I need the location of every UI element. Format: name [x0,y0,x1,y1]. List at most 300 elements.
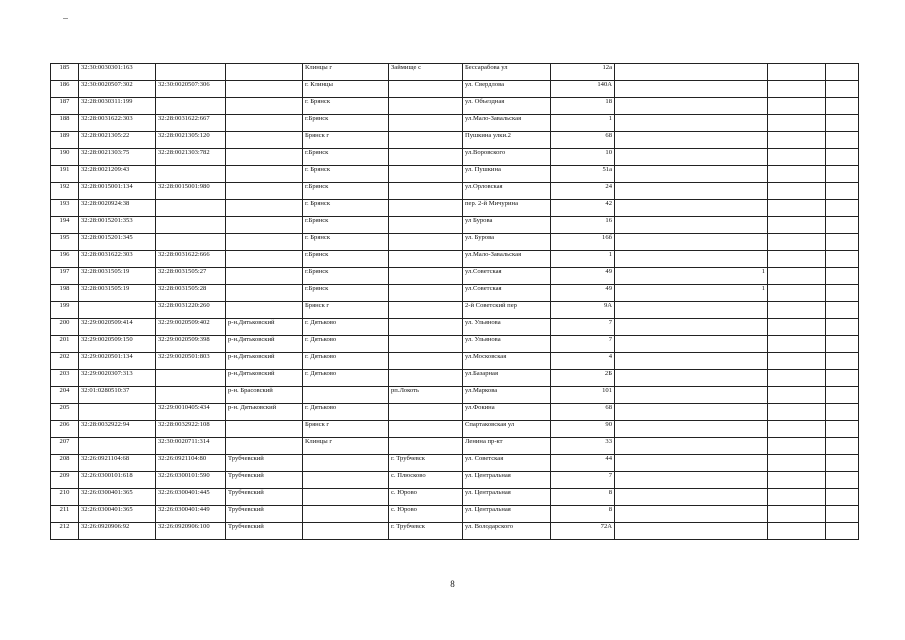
extra-cell-b [826,217,859,234]
cadastral-number-cell: 32:26:0921104:68 [79,455,156,472]
extra-cell-b [826,523,859,540]
row-number-cell: 206 [51,421,79,438]
street-cell: ул. Советская [463,455,551,472]
locality-cell: г.Брянск [303,285,389,302]
table-row [51,438,859,455]
house-number-cell: 16б [551,234,615,251]
locality-cell [303,455,389,472]
house-number-cell: 7 [551,319,615,336]
cadastral-number-cell: 32:29:0020307:313 [79,370,156,387]
settlement-cell [389,234,463,251]
locality-cell: г.Брянск [303,268,389,285]
street-cell: ул. Центральная [463,506,551,523]
building-cadastral-number-cell: 32:26:0300401:449 [156,506,226,523]
table-row [51,251,859,268]
extra-cell-b [826,302,859,319]
settlement-cell [389,370,463,387]
district-cell [226,234,303,251]
row-number-cell: 198 [51,285,79,302]
settlement-cell [389,421,463,438]
district-cell: р-н.Дятьковский [226,336,303,353]
extra-cell-b [826,506,859,523]
row-number-cell: 209 [51,472,79,489]
row-number-cell: 185 [51,64,79,81]
extra-cell-a [768,387,826,404]
locality-cell [303,489,389,506]
extra-cell-b [826,183,859,200]
cadastral-number-cell [79,302,156,319]
house-number-cell: 12а [551,64,615,81]
extra-cell-a [768,217,826,234]
district-cell [226,217,303,234]
district-cell [226,438,303,455]
extra-cell-a [768,489,826,506]
house-number-cell: 7 [551,472,615,489]
extra-cell-a [768,183,826,200]
district-cell [226,64,303,81]
extra-cell-a [768,370,826,387]
locality-cell: Брянск г [303,421,389,438]
cadastral-number-cell: 32:30:0030301:163 [79,64,156,81]
cadastral-number-cell: 32:28:0021305:22 [79,132,156,149]
cadastral-number-cell: 32:29:0020509:414 [79,319,156,336]
extra-cell-a [768,421,826,438]
row-number-cell: 201 [51,336,79,353]
building-cadastral-number-cell: 32:28:0021303:782 [156,149,226,166]
flag-cell [615,251,768,268]
extra-cell-a [768,404,826,421]
street-cell: ул.Мало-Завальская [463,251,551,268]
table-row [51,115,859,132]
extra-cell-a [768,472,826,489]
house-number-cell: 42 [551,200,615,217]
street-cell: ул. Свердлова [463,81,551,98]
house-number-cell: 44 [551,455,615,472]
extra-cell-a [768,200,826,217]
street-cell: пер. 2-й Мичурина [463,200,551,217]
property-registry-table [50,63,859,540]
locality-cell: г. Брянск [303,98,389,115]
row-number-cell: 191 [51,166,79,183]
extra-cell-b [826,166,859,183]
cadastral-number-cell: 32:28:0015001:134 [79,183,156,200]
locality-cell: Брянск г [303,302,389,319]
street-cell: ул.Маркова [463,387,551,404]
cadastral-number-cell: 32:29:0020509:150 [79,336,156,353]
flag-cell [615,81,768,98]
district-cell [226,251,303,268]
table-row [51,370,859,387]
flag-cell [615,472,768,489]
extra-cell-b [826,404,859,421]
building-cadastral-number-cell [156,217,226,234]
street-cell: ул. Володарского [463,523,551,540]
locality-cell: г.Брянск [303,217,389,234]
flag-cell [615,132,768,149]
extra-cell-a [768,438,826,455]
building-cadastral-number-cell: 32:28:0031622:667 [156,115,226,132]
locality-cell [303,506,389,523]
settlement-cell [389,268,463,285]
row-number-cell: 205 [51,404,79,421]
settlement-cell: рп.Локоть [389,387,463,404]
extra-cell-a [768,251,826,268]
settlement-cell [389,81,463,98]
settlement-cell: с. Плюсково [389,472,463,489]
extra-cell-b [826,472,859,489]
street-cell: ул. Бурова [463,234,551,251]
extra-cell-a [768,268,826,285]
district-cell [226,166,303,183]
building-cadastral-number-cell: 32:26:0921104:80 [156,455,226,472]
settlement-cell [389,200,463,217]
extra-cell-a [768,523,826,540]
street-cell: ул Бурова [463,217,551,234]
house-number-cell: 49 [551,285,615,302]
extra-cell-a [768,132,826,149]
row-number-cell: 203 [51,370,79,387]
flag-cell [615,370,768,387]
extra-cell-b [826,353,859,370]
district-cell [226,98,303,115]
table-row [51,353,859,370]
row-number-cell: 189 [51,132,79,149]
extra-cell-a [768,285,826,302]
house-number-cell: 1 [551,251,615,268]
settlement-cell [389,98,463,115]
cadastral-number-cell: 32:28:0032922:94 [79,421,156,438]
district-cell: р-н.Дятьковский [226,353,303,370]
row-number-cell: 207 [51,438,79,455]
settlement-cell: с. Юрово [389,489,463,506]
settlement-cell: г. Трубчевск [389,523,463,540]
building-cadastral-number-cell [156,234,226,251]
cadastral-number-cell: 32:01:0280510:37 [79,387,156,404]
extra-cell-a [768,319,826,336]
district-cell [226,132,303,149]
house-number-cell: 8 [551,489,615,506]
street-cell: ул.Советская [463,285,551,302]
scan-corner-mark [63,18,68,19]
house-number-cell: 2Б [551,370,615,387]
flag-cell [615,489,768,506]
house-number-cell: 140А [551,81,615,98]
district-cell: р-н. Дятьковский [226,404,303,421]
cadastral-number-cell: 32:30:0020507:302 [79,81,156,98]
extra-cell-a [768,455,826,472]
district-cell [226,115,303,132]
building-cadastral-number-cell: 32:28:0015001:980 [156,183,226,200]
flag-cell [615,302,768,319]
street-cell: Спартаковская ул [463,421,551,438]
row-number-cell: 211 [51,506,79,523]
locality-cell: г. Брянск [303,200,389,217]
table-row [51,302,859,319]
flag-cell [615,217,768,234]
table-row [51,336,859,353]
row-number-cell: 192 [51,183,79,200]
extra-cell-b [826,115,859,132]
street-cell: ул.Орловская [463,183,551,200]
row-number-cell: 197 [51,268,79,285]
settlement-cell [389,285,463,302]
table-row [51,489,859,506]
extra-cell-a [768,506,826,523]
row-number-cell: 193 [51,200,79,217]
flag-cell [615,183,768,200]
district-cell: Трубчевский [226,523,303,540]
table-row [51,217,859,234]
cadastral-number-cell: 32:28:0020924:38 [79,200,156,217]
settlement-cell [389,115,463,132]
street-cell: ул. Пушкина [463,166,551,183]
extra-cell-b [826,200,859,217]
extra-cell-b [826,438,859,455]
locality-cell: г. Дятьково [303,336,389,353]
table-row [51,319,859,336]
flag-cell [615,149,768,166]
cadastral-number-cell [79,404,156,421]
house-number-cell: 90 [551,421,615,438]
cadastral-number-cell: 32:26:0300401:365 [79,506,156,523]
district-cell: Трубчевский [226,489,303,506]
extra-cell-a [768,234,826,251]
settlement-cell: Займище с [389,64,463,81]
extra-cell-b [826,421,859,438]
settlement-cell [389,149,463,166]
settlement-cell [389,183,463,200]
flag-cell [615,166,768,183]
row-number-cell: 200 [51,319,79,336]
extra-cell-b [826,455,859,472]
building-cadastral-number-cell [156,370,226,387]
cadastral-number-cell: 32:28:0030311:199 [79,98,156,115]
row-number-cell: 202 [51,353,79,370]
table-row [51,404,859,421]
cadastral-number-cell: 32:26:0300101:618 [79,472,156,489]
house-number-cell: 7 [551,336,615,353]
house-number-cell: 49 [551,268,615,285]
extra-cell-b [826,387,859,404]
cadastral-number-cell: 32:28:0021209:43 [79,166,156,183]
building-cadastral-number-cell: 32:29:0020501:803 [156,353,226,370]
locality-cell: г.Брянск [303,149,389,166]
district-cell [226,285,303,302]
extra-cell-b [826,132,859,149]
locality-cell [303,472,389,489]
locality-cell: г.Брянск [303,115,389,132]
flag-cell [615,438,768,455]
flag-cell [615,421,768,438]
settlement-cell [389,404,463,421]
flag-cell [615,115,768,132]
locality-cell [303,387,389,404]
row-number-cell: 208 [51,455,79,472]
table-row [51,523,859,540]
building-cadastral-number-cell: 32:28:0031622:666 [156,251,226,268]
district-cell [226,200,303,217]
flag-cell [615,506,768,523]
cadastral-number-cell: 32:28:0021303:75 [79,149,156,166]
row-number-cell: 212 [51,523,79,540]
flag-cell [615,404,768,421]
locality-cell: г.Брянск [303,183,389,200]
settlement-cell: г. Трубчевск [389,455,463,472]
locality-cell: г. Дятьково [303,404,389,421]
extra-cell-a [768,64,826,81]
house-number-cell: 18 [551,98,615,115]
flag-cell: 1 [615,285,768,302]
building-cadastral-number-cell: 32:29:0020509:398 [156,336,226,353]
house-number-cell: 68 [551,404,615,421]
table-row [51,421,859,438]
extra-cell-a [768,98,826,115]
table-row [51,455,859,472]
extra-cell-b [826,370,859,387]
flag-cell [615,200,768,217]
flag-cell [615,234,768,251]
extra-cell-b [826,251,859,268]
cadastral-number-cell: 32:28:0031505:19 [79,285,156,302]
street-cell: ул. Центральная [463,489,551,506]
cadastral-number-cell: 32:28:0031622:303 [79,115,156,132]
locality-cell [303,523,389,540]
extra-cell-b [826,81,859,98]
house-number-cell: 72А [551,523,615,540]
extra-cell-b [826,285,859,302]
cadastral-number-cell: 32:28:0015201:345 [79,234,156,251]
building-cadastral-number-cell: 32:28:0021305:120 [156,132,226,149]
settlement-cell [389,217,463,234]
district-cell [226,183,303,200]
flag-cell [615,64,768,81]
building-cadastral-number-cell: 32:29:0010405:434 [156,404,226,421]
flag-cell [615,319,768,336]
street-cell: Бессарабова ул [463,64,551,81]
extra-cell-b [826,336,859,353]
settlement-cell [389,166,463,183]
settlement-cell [389,302,463,319]
locality-cell: Брянск г [303,132,389,149]
flag-cell [615,387,768,404]
settlement-cell [389,438,463,455]
row-number-cell: 204 [51,387,79,404]
settlement-cell [389,319,463,336]
table-row [51,285,859,302]
table-row [51,234,859,251]
table-row [51,149,859,166]
house-number-cell: 1 [551,115,615,132]
house-number-cell: 10 [551,149,615,166]
extra-cell-a [768,302,826,319]
row-number-cell: 210 [51,489,79,506]
flag-cell [615,336,768,353]
table-row [51,98,859,115]
table-row [51,506,859,523]
cadastral-number-cell: 32:28:0031505:19 [79,268,156,285]
extra-cell-b [826,64,859,81]
district-cell: р-н. Брасовский [226,387,303,404]
district-cell: Трубчевский [226,455,303,472]
cadastral-number-cell: 32:28:0031622:303 [79,251,156,268]
extra-cell-a [768,115,826,132]
building-cadastral-number-cell: 32:29:0020509:402 [156,319,226,336]
flag-cell: 1 [615,268,768,285]
building-cadastral-number-cell: 32:26:0300101:590 [156,472,226,489]
house-number-cell: 68 [551,132,615,149]
page-number: 8 [450,579,455,589]
building-cadastral-number-cell [156,64,226,81]
locality-cell: г. Дятьково [303,353,389,370]
flag-cell [615,455,768,472]
settlement-cell [389,251,463,268]
district-cell: р-н.Дятьковский [226,370,303,387]
building-cadastral-number-cell [156,200,226,217]
locality-cell: Клинцы г [303,64,389,81]
table-row [51,64,859,81]
extra-cell-a [768,336,826,353]
table-row [51,472,859,489]
building-cadastral-number-cell [156,166,226,183]
table-row [51,132,859,149]
row-number-cell: 195 [51,234,79,251]
settlement-cell [389,132,463,149]
row-number-cell: 186 [51,81,79,98]
extra-cell-b [826,319,859,336]
house-number-cell: 51а [551,166,615,183]
street-cell: ул.Мало-Завальская [463,115,551,132]
locality-cell: г.Брянск [303,251,389,268]
street-cell: ул. Ульянова [463,319,551,336]
extra-cell-b [826,98,859,115]
district-cell [226,268,303,285]
table-row [51,387,859,404]
building-cadastral-number-cell: 32:28:0031220:260 [156,302,226,319]
building-cadastral-number-cell: 32:28:0031505:27 [156,268,226,285]
building-cadastral-number-cell: 32:26:0300401:445 [156,489,226,506]
street-cell: Пушкина улки.2 [463,132,551,149]
house-number-cell: 33 [551,438,615,455]
table-row [51,166,859,183]
extra-cell-a [768,353,826,370]
table-row [51,268,859,285]
locality-cell: г. Брянск [303,234,389,251]
flag-cell [615,98,768,115]
row-number-cell: 188 [51,115,79,132]
house-number-cell: 8 [551,506,615,523]
street-cell: ул. Ульянова [463,336,551,353]
street-cell: ул. Центральная [463,472,551,489]
street-cell: 2-й Советский пер [463,302,551,319]
extra-cell-b [826,234,859,251]
row-number-cell: 196 [51,251,79,268]
extra-cell-b [826,268,859,285]
district-cell: Трубчевский [226,472,303,489]
table-row [51,200,859,217]
house-number-cell: 9А [551,302,615,319]
flag-cell [615,523,768,540]
street-cell: ул. Объездная [463,98,551,115]
cadastral-number-cell: 32:26:0300401:365 [79,489,156,506]
cadastral-number-cell: 32:28:0015201:353 [79,217,156,234]
locality-cell: г. Брянск [303,166,389,183]
settlement-cell [389,353,463,370]
cadastral-number-cell: 32:29:0020501:134 [79,353,156,370]
street-cell: ул.Базарная [463,370,551,387]
extra-cell-a [768,166,826,183]
street-cell: ул.Фокина [463,404,551,421]
row-number-cell: 194 [51,217,79,234]
